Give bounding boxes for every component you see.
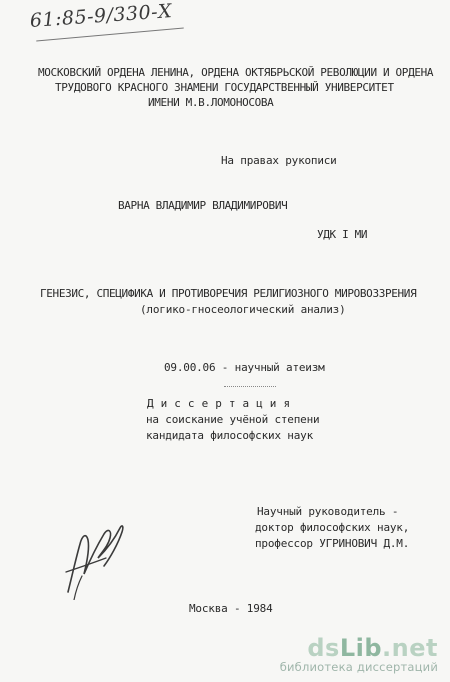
decorative-dotted-line (224, 386, 276, 387)
place-and-year: Москва - 1984 (189, 602, 273, 615)
manuscript-rights: На правах рукописи (221, 154, 337, 167)
supervisor-line-3: профессор УГРИНОВИЧ Д.М. (255, 537, 410, 550)
institution-line-2: ТРУДОВОГО КРАСНОГО ЗНАМЕНИ ГОСУДАРСТВЕННЫЙ УНИВЕРСИТЕТ (55, 81, 394, 94)
handwritten-signature (60, 514, 130, 600)
udc-code: УДК I МИ (317, 228, 368, 241)
institution-line-1: МОСКОВСКИЙ ОРДЕНА ЛЕНИНА, ОРДЕНА ОКТЯБРЬСКОЙ РЕВОЛЮЦИИ И ОРДЕНА (38, 66, 434, 79)
work-type-line-3: кандидата философских наук (146, 429, 313, 442)
work-type-line-1: Д и с с е р т а ц и я (147, 397, 291, 410)
watermark-subtitle: библиотека диссертаций (279, 660, 438, 674)
specialty: 09.00.06 - научный атеизм (164, 361, 325, 374)
dissertation-title: ГЕНЕЗИС, СПЕЦИФИКА И ПРОТИВОРЕЧИЯ РЕЛИГИОЗНОГО МИРОВОЗЗРЕНИЯ (40, 287, 417, 300)
dissertation-subtitle: (логико-гносеологический анализ) (140, 303, 346, 316)
archive-number-handwritten: 61:85-9/330-Х (29, 0, 173, 32)
watermark-brand: dsLib.net (307, 634, 438, 662)
work-type-line-2: на соискание учёной степени (146, 413, 320, 426)
author-name: ВАРНА ВЛАДИМИР ВЛАДИМИРОВИЧ (118, 199, 288, 212)
supervisor-line-2: доктор философских наук, (255, 521, 410, 534)
institution-line-3: ИМЕНИ М.В.ЛОМОНОСОВА (148, 96, 274, 109)
supervisor-line-1: Научный руководитель - (257, 505, 399, 518)
dslib-watermark (280, 636, 438, 674)
